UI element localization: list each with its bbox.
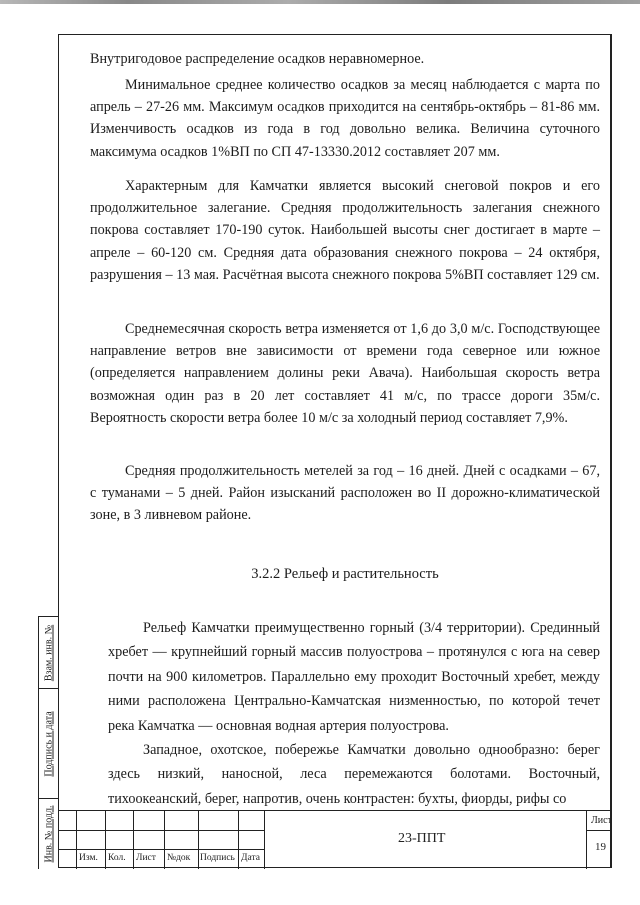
sheet-label: Лист bbox=[591, 815, 612, 826]
sheet-number: 19 bbox=[595, 841, 606, 853]
paragraph-relief: Рельеф Камчатки преимущественно горный (3/4 территории). Срединный хребет — крупнейший горный массив полуострова – протянулся с юга на север почти на 900 километров. Параллельно ему проходит Восточный хребет, между ними расположена Центрально-Камчатская низменностью, по которой течет река Камчатка — основная водная артерия полуострова. bbox=[108, 620, 600, 734]
paragraph-blizzards: Средняя продолжительность метелей за год – 16 дней. Дней с осадками – 67, с туманами – 5 дней. Район изысканий расположен во II дорожно-климатической зоне, в 3 ливневом районе. bbox=[90, 463, 600, 524]
column-label-date: Дата bbox=[241, 853, 260, 863]
title-block-col-line bbox=[238, 811, 239, 869]
title-block bbox=[58, 810, 612, 868]
title-block-col-line bbox=[105, 811, 106, 869]
title-block-col-line bbox=[164, 811, 165, 869]
paragraph-snow-cover: Характерным для Камчатки является высокий снеговой покров и его продолжительное залегание. Средняя продолжительность залегания снежного покрова составляет 170-190 суток. Наибольшей высоты снег достигает в марте – апреле – 60-120 см. Средняя дата образования снежного покрова – 24 октября, разрушения – 13 мая. Расчётная высота снежного покрова 5%ВП составляет 129 см. bbox=[90, 178, 600, 283]
paragraph-precipitation-amounts: Минимальное среднее количество осадков за месяц наблюдается с марта по апрель – 27-26 мм. Максимум осадков приходится на сентябрь-октябрь – 81-86 мм. Изменчивость осадков из года в год довольно велика. Величина суточного максимума осадков 1%ВП по СП 47-13330.2012 составляет 207 мм. bbox=[90, 77, 600, 160]
column-label-change: Изм. bbox=[79, 853, 98, 863]
section-heading: 3.2.2 Рельеф и растительность bbox=[251, 566, 439, 582]
paragraph-coast: Западное, охотское, побережье Камчатки довольно однообразно: берег здесь низкий, наносной, леса перемежаются болотами. Восточный, тихоокеанский, берег, напротив, очень контрастен: бухты, фиорды, рифы со bbox=[108, 742, 600, 807]
paragraph-precipitation-distribution: Внутригодовое распределение осадков неравномерное. bbox=[90, 51, 425, 67]
side-cell-replaced-inv bbox=[39, 617, 59, 689]
side-label-signature-date: Подпись и дата bbox=[43, 710, 55, 777]
side-stamp bbox=[38, 616, 59, 869]
side-cell-inv-original bbox=[39, 799, 59, 869]
title-block-col-line bbox=[76, 811, 77, 869]
side-label-replaced-inv: Взам. инв. № bbox=[43, 624, 55, 681]
scan-edge-artifact bbox=[0, 0, 640, 4]
title-block-row-line bbox=[58, 849, 264, 850]
title-block-col-line bbox=[264, 811, 265, 869]
column-label-sheet: Лист bbox=[136, 853, 156, 863]
column-label-count: Кол. bbox=[108, 853, 126, 863]
side-cell-signature-date bbox=[39, 689, 59, 799]
column-label-signature: Подпись bbox=[200, 853, 235, 863]
column-label-doc-number: №док bbox=[167, 853, 191, 863]
title-block-row-line bbox=[58, 830, 264, 831]
side-label-inv-original: Инв. № подл. bbox=[43, 805, 55, 863]
title-block-col-line bbox=[198, 811, 199, 869]
title-block-col-line bbox=[133, 811, 134, 869]
sheet-box-line bbox=[586, 830, 612, 831]
paragraph-wind: Среднемесячная скорость ветра изменяется от 1,6 до 3,0 м/с. Господствующее направление ветров вне зависимости от времени года северное или южное (определяется направлением долины реки Авача). Наибольшая скорость ветра возможная один раз в 20 лет составляет 41 м/с, по трассе дороги 35м/с. Вероятность скорости ветра более 10 м/с за холодный период составляет 7,9%. bbox=[90, 321, 600, 426]
document-code: 23-ППТ bbox=[398, 831, 446, 846]
sheet-box-divider bbox=[586, 811, 587, 869]
